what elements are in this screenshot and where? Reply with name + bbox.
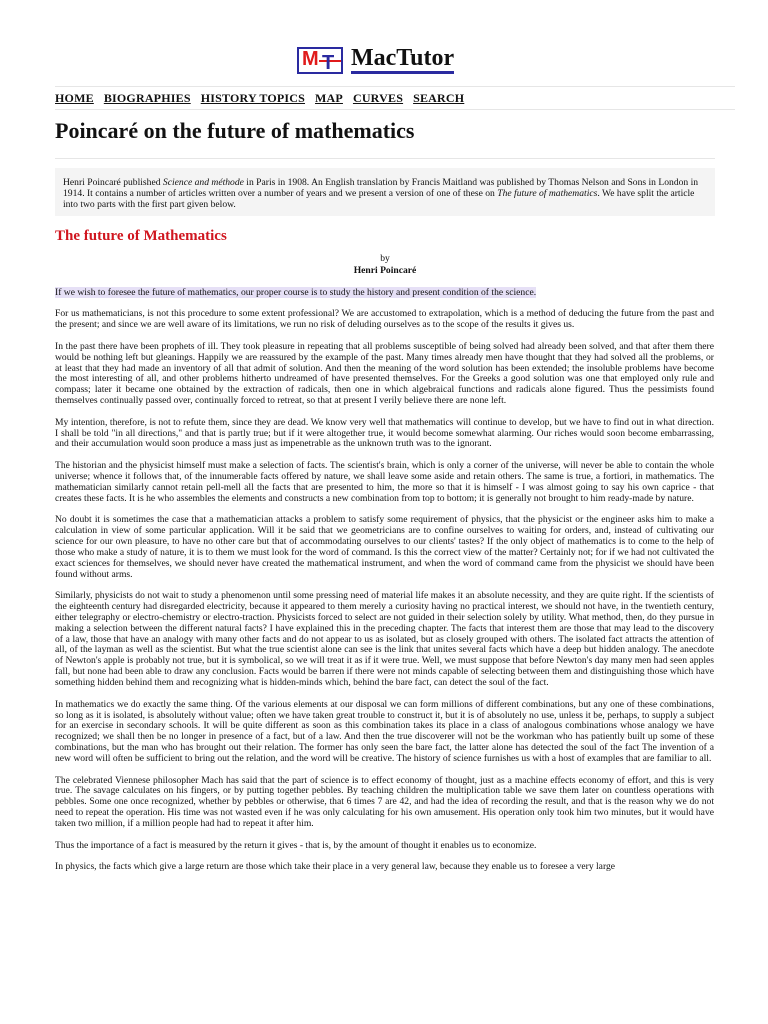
highlighted-text: If we wish to foresee the future of mathematics, our proper course is to study the history and present condition of the science. [55,287,537,298]
book-title: Science and méthode [162,177,244,188]
intro-text: . We have split the article into two parts with the first part given below. [63,188,695,211]
nav-link-home[interactable]: HOME [55,90,94,105]
intro-box [55,168,715,216]
nav-link-map[interactable]: MAP [315,90,343,105]
section-title: The future of Mathematics [55,228,227,244]
paragraph: Similarly, physicists do not wait to study a phenomenon until some pressing need of material life makes it an absolute necessity, and they are quite right. If the scientists of the eighteenth century had disregarded electricity, because it appeared to them merely a curiosity having no practical interest, we should not have, in the twentieth century, either telegraphy or electro-chemistry or electro-traction. Physicists forced to select are not guided in their selection solely by utility. What method, then, do they pursue in making a selection between the different natural facts? I have explained this in the preceding chapter. The facts that interest them are those that may lead to the discovery of a law, those that have an analogy with many other facts and do not appear to us as isolated, but as closely grouped with others. The isolated fact attracts the attention of all, of the layman as well as the scientist. But what the true scientist alone can see is the link that unites several facts which have a deep but hidden analogy. The anecdote of Newton's apple is probably not true, but it is symbolical, so we will treat it as if it were true. Well, we must suppose that before Newton's day many men had seen apples fall, but none had been able to draw any conclusion. Facts would be barren if there were not minds capable of selecting between them and distinguishing those which have something hidden behind them and recognizing what is hidden-minds which, behind the bare fact, can detect the soul of the fact. [55,589,714,689]
paragraph: In the past there have been prophets of ill. They took pleasure in repeating that all problems susceptible of being solved had already been solved, and that after them there would be nothing left but gleanings. Happily we are reassured by the example of the past. Many times already men have thought that they had solved all the problems, or at least that they had made an inventory of all that admit of solution. And then the meaning of the word solution has been extended; the insoluble problems have become the most interesting of all, and other problems hitherto undreamed of have presented themselves. For the Greeks a good solution was one that employed only rule and compass; later it became one obtained by the extraction of radicals, then one in which algebraical functions and radicals alone figured. Thus the pessimists found themselves continually passed over, continually forced to retreat, so that at present I verily believe there are none left. [55,340,714,407]
paragraph: The celebrated Viennese philosopher Mach has said that the part of science is to effect economy of thought, just as a machine effects economy of effort, and this is very true. The savage calculates on his fingers, or by putting together pebbles. By teaching children the multiplication table we save them later on countless operations with pebbles. Some one once recognized, whether by pebbles or otherwise, that 6 times 7 are 42, and had the idea of recording the result, and that is the reason why we do not need to repeat the operation. His time was not wasted even if he was only calculating for his own amusement. His operation only took him two minutes, but it would have taken two million, if a million people had had to repeat it after him. [55,774,714,830]
paragraph: In mathematics we do exactly the same thing. Of the various elements at our disposal we can form millions of different combinations, but any one of these combinations, so long as it is isolated, is absolutely without value; often we have taken great trouble to construct it, but it is of absolutely no use, unless it be, perhaps, to supply a subject for an exercise in secondary schools. It will be quite different as soon as this combination takes its place in a class of analogous combinations whose analogy we have recognized; we shall then be no longer in presence of a fact, but of a law. And then the true discoverer will not be the workman who has patiently built up some of these combinations, but the man who has brought out their relation. The former has only seen the bare fact, the latter alone has detected the soul of the fact The invention of a new word will often be sufficient to bring out the relation, and the word will be creative. The history of science furnishes us with a host of examples that are familiar to all. [55,698,714,765]
paragraph: The historian and the physicist himself must make a selection of facts. The scientist's brain, which is only a corner of the universe, will never be able to contain the whole universe; whence it follows that, of the innumerable facts offered by nature, we shall leave some aside and retain others. The same is true, a fortiori, in mathematics. The mathematician similarly cannot retain pell-mell all the facts that are presented to him, the more so that it is himself - I was almost going to say his own caprice - that creates these facts. It is he who assembles the elements and constructs a new combination from top to bottom; it is generally not brought to him ready-made by nature. [55,459,714,504]
nav-link-curves[interactable]: CURVES [352,90,404,105]
paragraph: In physics, the facts which give a large return are those which take their place in a very general law, because they enable us to foresee a very large [55,860,616,872]
main-nav [55,86,735,110]
paragraph: For us mathematicians, is not this procedure to some extent professional? We are accustomed to extrapolation, which is a method of deducing the future from the past and the present; and since we are well aware of its limitations, we run no risk of deluding ourselves as to the scope of the results it gives us. [55,308,714,331]
site-logo[interactable] [297,40,454,74]
intro-text: Henri Poincaré published [63,177,163,188]
divider [55,158,715,159]
article-body [55,288,714,883]
paragraph-highlighted [55,288,714,299]
paragraph: Thus the importance of a fact is measured by the return it gives - that is, by the amount of thought it enables us to economize. [55,839,537,851]
paragraph: My intention, therefore, is not to refute them, since they are dead. We know very well that mathematics will continue to develop, but we have to find out in what direction. I shall be told "in all directions," and that is partly true; but if it were altogether true, it would become somewhat alarming. Our riches would soon become embarrassing, and their accumulation would soon produce a mass just as impenetrable as the unknown truth was to the ignorant. [55,416,714,450]
nav-link-biographies[interactable]: BIOGRAPHIES [103,90,191,105]
nav-link-history-topics[interactable]: HISTORY TOPICS [200,90,306,105]
article-title: The future of mathematics [497,188,598,200]
nav-link-search[interactable]: SEARCH [413,90,465,105]
intro-text: in Paris in 1908. An English translation by Francis Maitland was published by Thomas Nelson and Sons in London in 1914. It contains a number of articles written over a number of years and we present a version of one of these on [63,177,699,200]
paragraph: No doubt it is sometimes the case that a mathematician attacks a problem to satisfy some requirement of physics, that the physicist or the engineer asks him to make a calculation in view of some particular application. Will it be said that we geometricians are to confine ourselves to waiting for orders, and, instead of cultivating our science for our own pleasure, to have no other care but that of accommodating ourselves to our clients' tastes? If the only object of mathematics is to come to the help of those who make a study of nature, it is to them we must look for the word of command. Is this the correct view of the matter? Certainly not; for if we had not cultivated the exact sciences for themselves, we should never have created the mathematical instrument, and when the word of command came from the physicist we should have been found without arms. [55,514,714,580]
byline-by: by [380,253,390,264]
mactutor-logo-icon: M T [297,47,343,74]
byline-author: Henri Poincaré [353,264,417,276]
byline [55,253,715,276]
site-name[interactable]: MacTutor [351,45,454,74]
page-title: Poincaré on the future of mathematics [55,118,415,143]
